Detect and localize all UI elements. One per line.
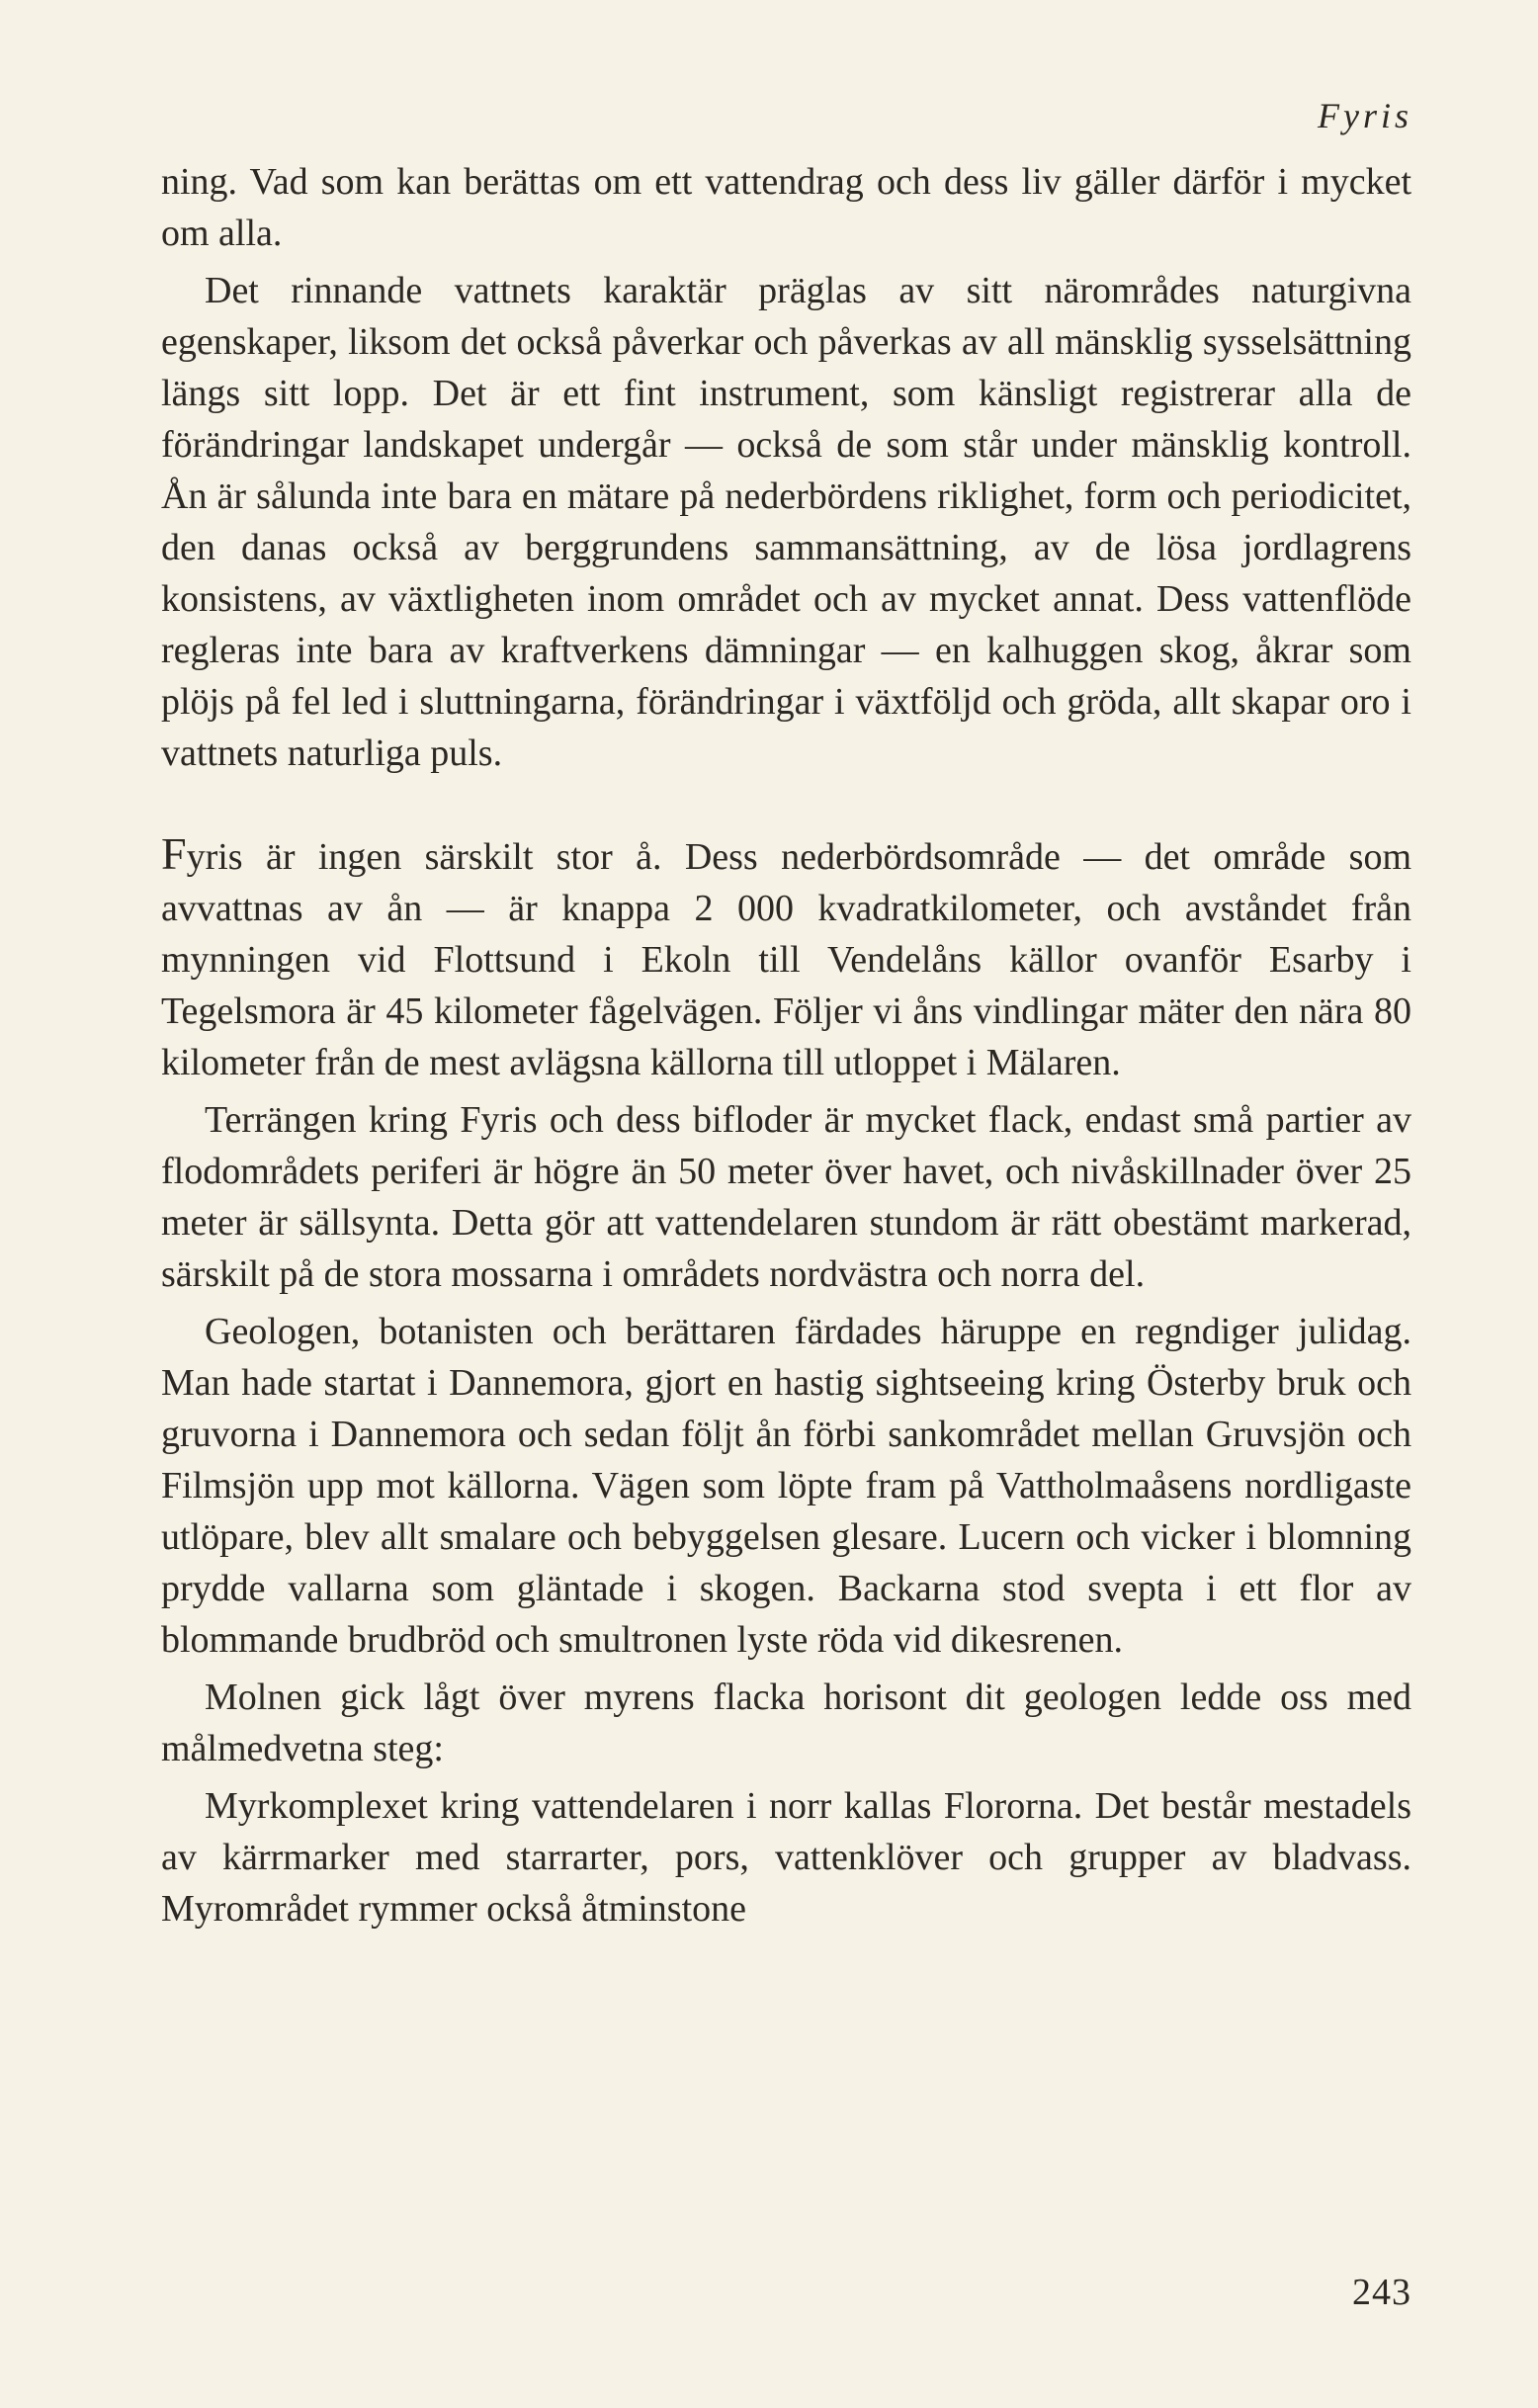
paragraph-mire-complex: Myrkomplexet kring vattendelaren i norr kallas Flororna. Det består mestadels av kärrmarker med starrarter, pors, vattenklöver och grupper av bladvass. Myrområdet rymmer också åtminstone <box>161 1785 1411 1930</box>
running-head: Fyris <box>1318 96 1412 135</box>
initial-letter: F <box>161 828 187 879</box>
paragraph-terrain: Terrängen kring Fyris och dess bifloder är mycket flack, endast små partier av flodområdets periferi är högre än 50 meter över havet, och nivåskillnader över 25 meter är sällsynta. Detta gör att vattendelaren stundom är rätt obestämt markerad, särskilt på de stora mossarna i områdets nordvästra och norra del. <box>161 1099 1411 1295</box>
paragraph-fyris-size <box>161 828 1411 1088</box>
paragraph-continuation: ning. Vad som kan berättas om ett vattendrag och dess liv gäller därför i mycket om alla. <box>161 161 1411 254</box>
page-number: 243 <box>1352 2272 1411 2313</box>
paragraph-river-character: Det rinnande vattnets karaktär präglas av sitt närområdes naturgivna egenskaper, liksom det också påverkar och påverkas av all mänsklig sysselsättning längs sitt lopp. Det är ett fint instrument, som känsligt registrerar alla de förändringar landskapet undergår — också de som står under mänsklig kontroll. Ån är sålunda inte bara en mätare på nederbördens riklighet, form och periodicitet, den danas också av berggrundens sammansättning, av de lösa jordlagrens konsistens, av växtligheten inom området och av mycket annat. Dess vattenflöde regleras inte bara av kraftverkens dämningar — en kalhuggen skog, åkrar som plöjs på fel led i sluttningarna, förändringar i växtföljd och gröda, allt skapar oro i vattnets naturliga puls. <box>161 270 1411 774</box>
paragraph-clouds: Molnen gick lågt över myrens flacka horisont dit geologen ledde oss med målmedvetna steg: <box>161 1677 1411 1769</box>
paragraph-excursion: Geologen, botanisten och berättaren färdades häruppe en regndiger julidag. Man hade startat i Dannemora, gjort en hastig sightseeing kring Österby bruk och gruvorna i Dannemora och sedan följt ån förbi sankområdet mellan Gruvsjön och Filmsjön upp mot källorna. Vägen som löpte fram på Vattholmaåsens nordligaste utlöpare, blev allt smalare och bebyggelsen glesare. Lucern och vicker i blomning prydde vallarna som gläntade i skogen. Backarna stod svepta i ett flor av blommande brudbröd och smultronen lyste röda vid dikesrenen. <box>161 1311 1411 1661</box>
paragraph-fyris-size-text: yris är ingen särskilt stor å. Dess nederbördsområde — det område som avvattnas av ån — är knappa 2 000 kvadratkilometer, och avståndet från mynningen vid Flottsund i Ekoln till Vendelåns källor ovanför Esarby i Tegelsmora är 45 kilometer fågelvägen. Följer vi åns vindlingar mäter den nära 80 kilometer från de mest avlägsna källorna till utloppet i Mälaren. <box>161 836 1411 1083</box>
body-text <box>161 156 1411 1935</box>
